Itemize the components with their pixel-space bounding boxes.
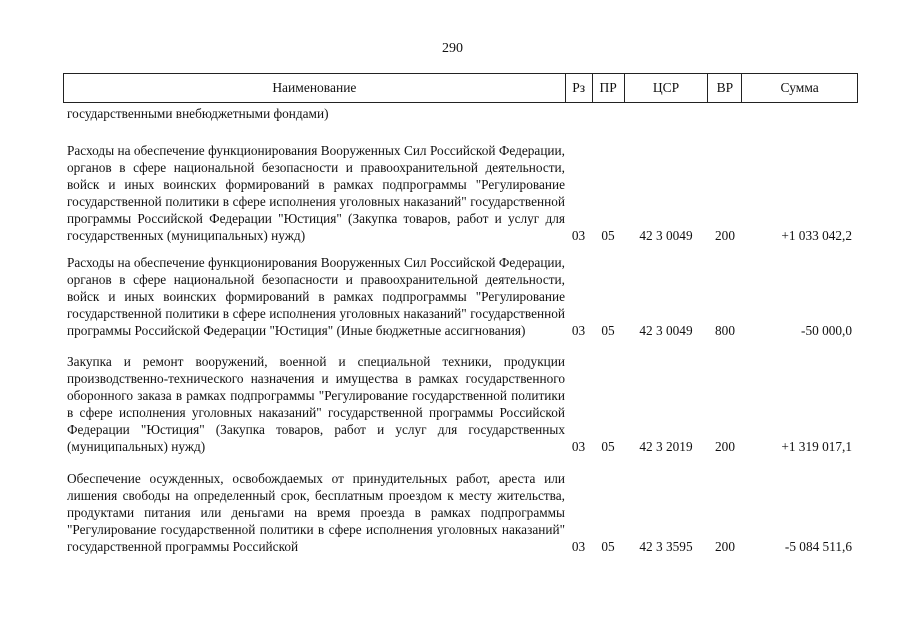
row-vr: 200: [715, 439, 735, 454]
header-rz: Рз: [565, 74, 592, 102]
continued-text: государственными внебюджетными фондами): [67, 106, 329, 121]
row-name: Обеспечение осужденных, освобождаемых от принудительных работ, ареста или лишения свободы на определенный срок, бесплатным проездом к месту жительства, продуктами питания или деньгами на время проезда в рамках подпрограммы "Регулирование государственной политики в сфере исполнения уголовных наказаний" государственной программы Российской: [67, 471, 565, 554]
row-rz: 03: [571, 228, 586, 243]
row-name: Закупка и ремонт вооружений, военной и специальной техники, продукции производственно-технического назначения и имущества в рамках государственного оборонного заказа в рамках подпрограммы "Регулирование государственной политики в сфере исполнения уголовных наказаний" государственной программы Российской Федерации "Юстиция" (Закупка товаров, работ и услуг для государственных (муниципальных) нужд): [67, 354, 565, 454]
table-row: [63, 353, 858, 455]
table-row: [63, 142, 858, 244]
header-csr: ЦСР: [624, 74, 708, 102]
table-row: [63, 254, 858, 339]
table-row: [63, 470, 858, 555]
row-pr: 05: [601, 439, 615, 454]
header-vr: ВР: [707, 74, 741, 102]
budget-table: [63, 73, 858, 555]
row-sum: -50 000,0: [801, 323, 852, 338]
row-pr: 05: [601, 539, 615, 554]
header-name: Наименование: [272, 80, 357, 95]
table-header: [63, 73, 858, 103]
row-pr: 05: [601, 228, 615, 243]
row-csr: 42 3 2019: [639, 439, 693, 454]
row-name: Расходы на обеспечение функционирования Вооруженных Сил Российской Федерации, органов в сфере национальной безопасности и правоохранительной деятельности, войск и иных воинских формирований в рамках подпрограммы "Регулирование государственной политики в сфере исполнения уголовных наказаний" государственной программы Российской Федерации "Юстиция" (Закупка товаров, работ и услуг для государственных (муниципальных) нужд): [67, 143, 565, 243]
row-sum: +1 033 042,2: [781, 228, 852, 243]
row-csr: 42 3 0049: [639, 228, 693, 243]
row-pr: 05: [601, 323, 615, 338]
row-csr: 42 3 3595: [639, 539, 693, 554]
row-vr: 800: [715, 323, 735, 338]
row-csr: 42 3 0049: [639, 323, 693, 338]
row-sum: +1 319 017,1: [781, 439, 852, 454]
row-name: Расходы на обеспечение функционирования Вооруженных Сил Российской Федерации, органов в сфере национальной безопасности и правоохранительной деятельности, войск и иных воинских формирований в рамках подпрограммы "Регулирование государственной политики в сфере исполнения уголовных наказаний" государственной программы Российской Федерации "Юстиция" (Иные бюджетные ассигнования): [67, 255, 565, 338]
row-vr: 200: [715, 228, 735, 243]
header-pr: ПР: [592, 74, 624, 102]
row-vr: 200: [715, 539, 735, 554]
row-rz: 03: [571, 323, 586, 338]
page-number: 290: [442, 41, 463, 56]
header-sum: Сумма: [741, 74, 857, 102]
row-rz: 03: [571, 539, 586, 554]
row-rz: 03: [571, 439, 586, 454]
row-sum: -5 084 511,6: [784, 539, 852, 554]
